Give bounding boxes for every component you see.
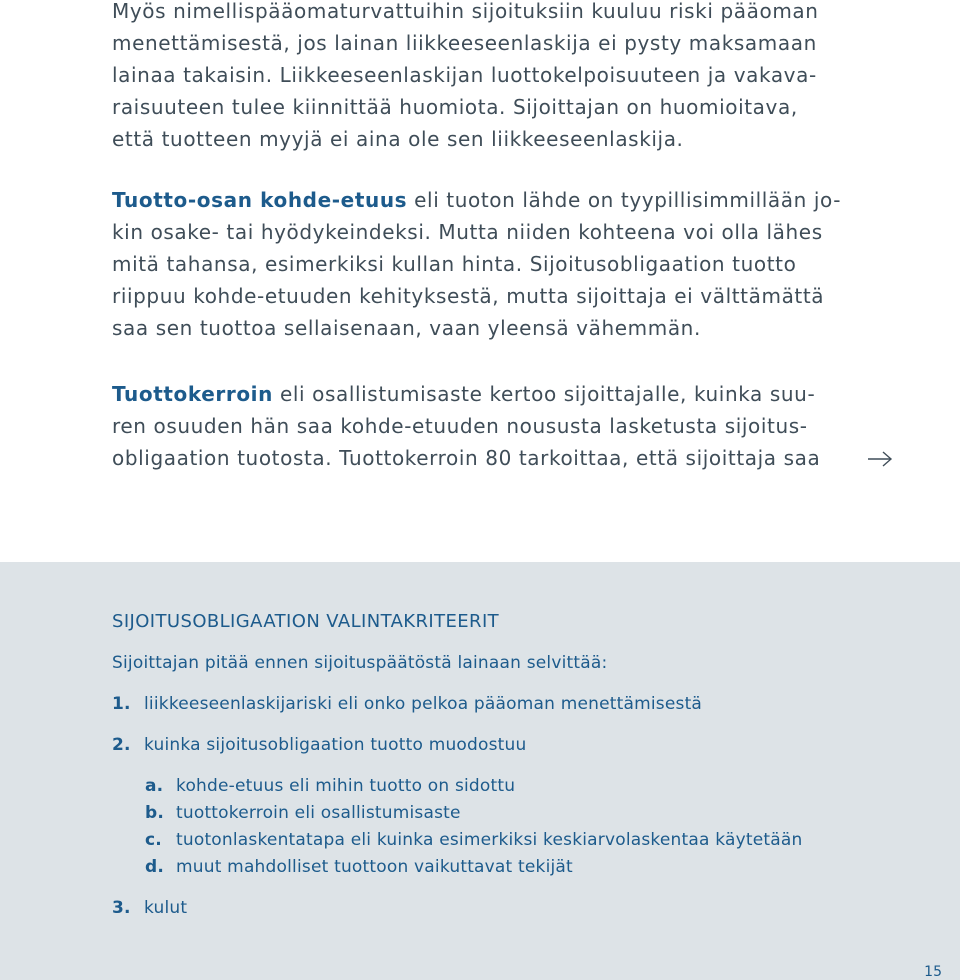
sub-list-item — [145, 828, 802, 852]
sub-list-item — [145, 774, 515, 798]
selection-criteria-box — [0, 562, 960, 980]
list-letter: d. — [145, 857, 165, 877]
box-intro: Sijoittajan pitää ennen sijoituspäätöstä lainaan selvittää: — [112, 653, 608, 673]
list-number: 3. — [112, 898, 131, 918]
text-line: Myös nimellispääomaturvattuihin sijoituksiin kuuluu riski pääoman — [112, 0, 819, 23]
list-text: kuinka sijoitusobligaation tuotto muodostuu — [144, 735, 527, 755]
list-item — [112, 733, 527, 757]
list-text: tuottokerroin eli osallistumisaste — [176, 803, 461, 823]
text-fragment: eli osallistumisaste kertoo sijoittajalle, kuinka suu- — [272, 382, 816, 406]
text-line — [112, 184, 848, 216]
text-line: obligaation tuotosta. Tuottokerroin 80 tarkoittaa, että sijoittaja saa — [112, 446, 821, 470]
text-line: saa sen tuottoa sellaisenaan, vaan yleensä vähemmän. — [112, 316, 701, 340]
highlighted-term: Tuotto-osan kohde-etuus — [112, 188, 408, 212]
list-letter: a. — [145, 776, 164, 796]
text-line — [112, 378, 848, 410]
text-line: lainaa takaisin. Liikkeeseenlaskijan luottokelpoisuuteen ja vakava- — [112, 63, 817, 87]
text-line: mitä tahansa, esimerkiksi kullan hinta. Sijoitusobligaation tuotto — [112, 252, 797, 276]
list-item — [112, 692, 702, 716]
sub-list-item — [145, 801, 461, 825]
list-text: muut mahdolliset tuottoon vaikuttavat tekijät — [176, 857, 573, 877]
page-number: 15 — [924, 964, 942, 980]
list-text: kulut — [144, 898, 188, 918]
text-line: kin osake- tai hyödykeindeksi. Mutta niiden kohteena voi olla lähes — [112, 220, 823, 244]
highlighted-term: Tuottokerroin — [112, 382, 273, 406]
paragraph-participation-rate — [112, 378, 848, 474]
paragraph-capital-risk — [112, 0, 848, 155]
text-line: raisuuteen tulee kiinnittää huomiota. Sijoittajan on huomioitava, — [112, 95, 798, 119]
sub-list-item — [145, 855, 573, 879]
paragraph-underlying-asset — [112, 184, 848, 344]
list-text: kohde-etuus eli mihin tuotto on sidottu — [176, 776, 516, 796]
text-fragment: eli tuoton lähde on tyypillisimmillään jo- — [407, 188, 842, 212]
text-line: että tuotteen myyjä ei aina ole sen liikkeeseenlaskija. — [112, 127, 684, 151]
text-line: ren osuuden hän saa kohde-etuuden noususta lasketusta sijoitus- — [112, 414, 808, 438]
text-line: menettämisestä, jos lainan liikkeeseenlaskija ei pysty maksamaan — [112, 31, 817, 55]
list-text: tuotonlaskentatapa eli kuinka esimerkiksi keskiarvolaskentaa käytetään — [176, 830, 803, 850]
list-letter: c. — [145, 830, 162, 850]
list-number: 2. — [112, 735, 131, 755]
box-title: SIJOITUSOBLIGAATION VALINTAKRITEERIT — [112, 611, 500, 632]
arrow-right-icon — [867, 449, 893, 469]
list-letter: b. — [145, 803, 165, 823]
list-text: liikkeeseenlaskijariski eli onko pelkoa pääoman menettämisestä — [144, 694, 703, 714]
list-item — [112, 896, 187, 920]
list-number: 1. — [112, 694, 131, 714]
text-line: riippuu kohde-etuuden kehityksestä, mutta sijoittaja ei välttämättä — [112, 284, 825, 308]
